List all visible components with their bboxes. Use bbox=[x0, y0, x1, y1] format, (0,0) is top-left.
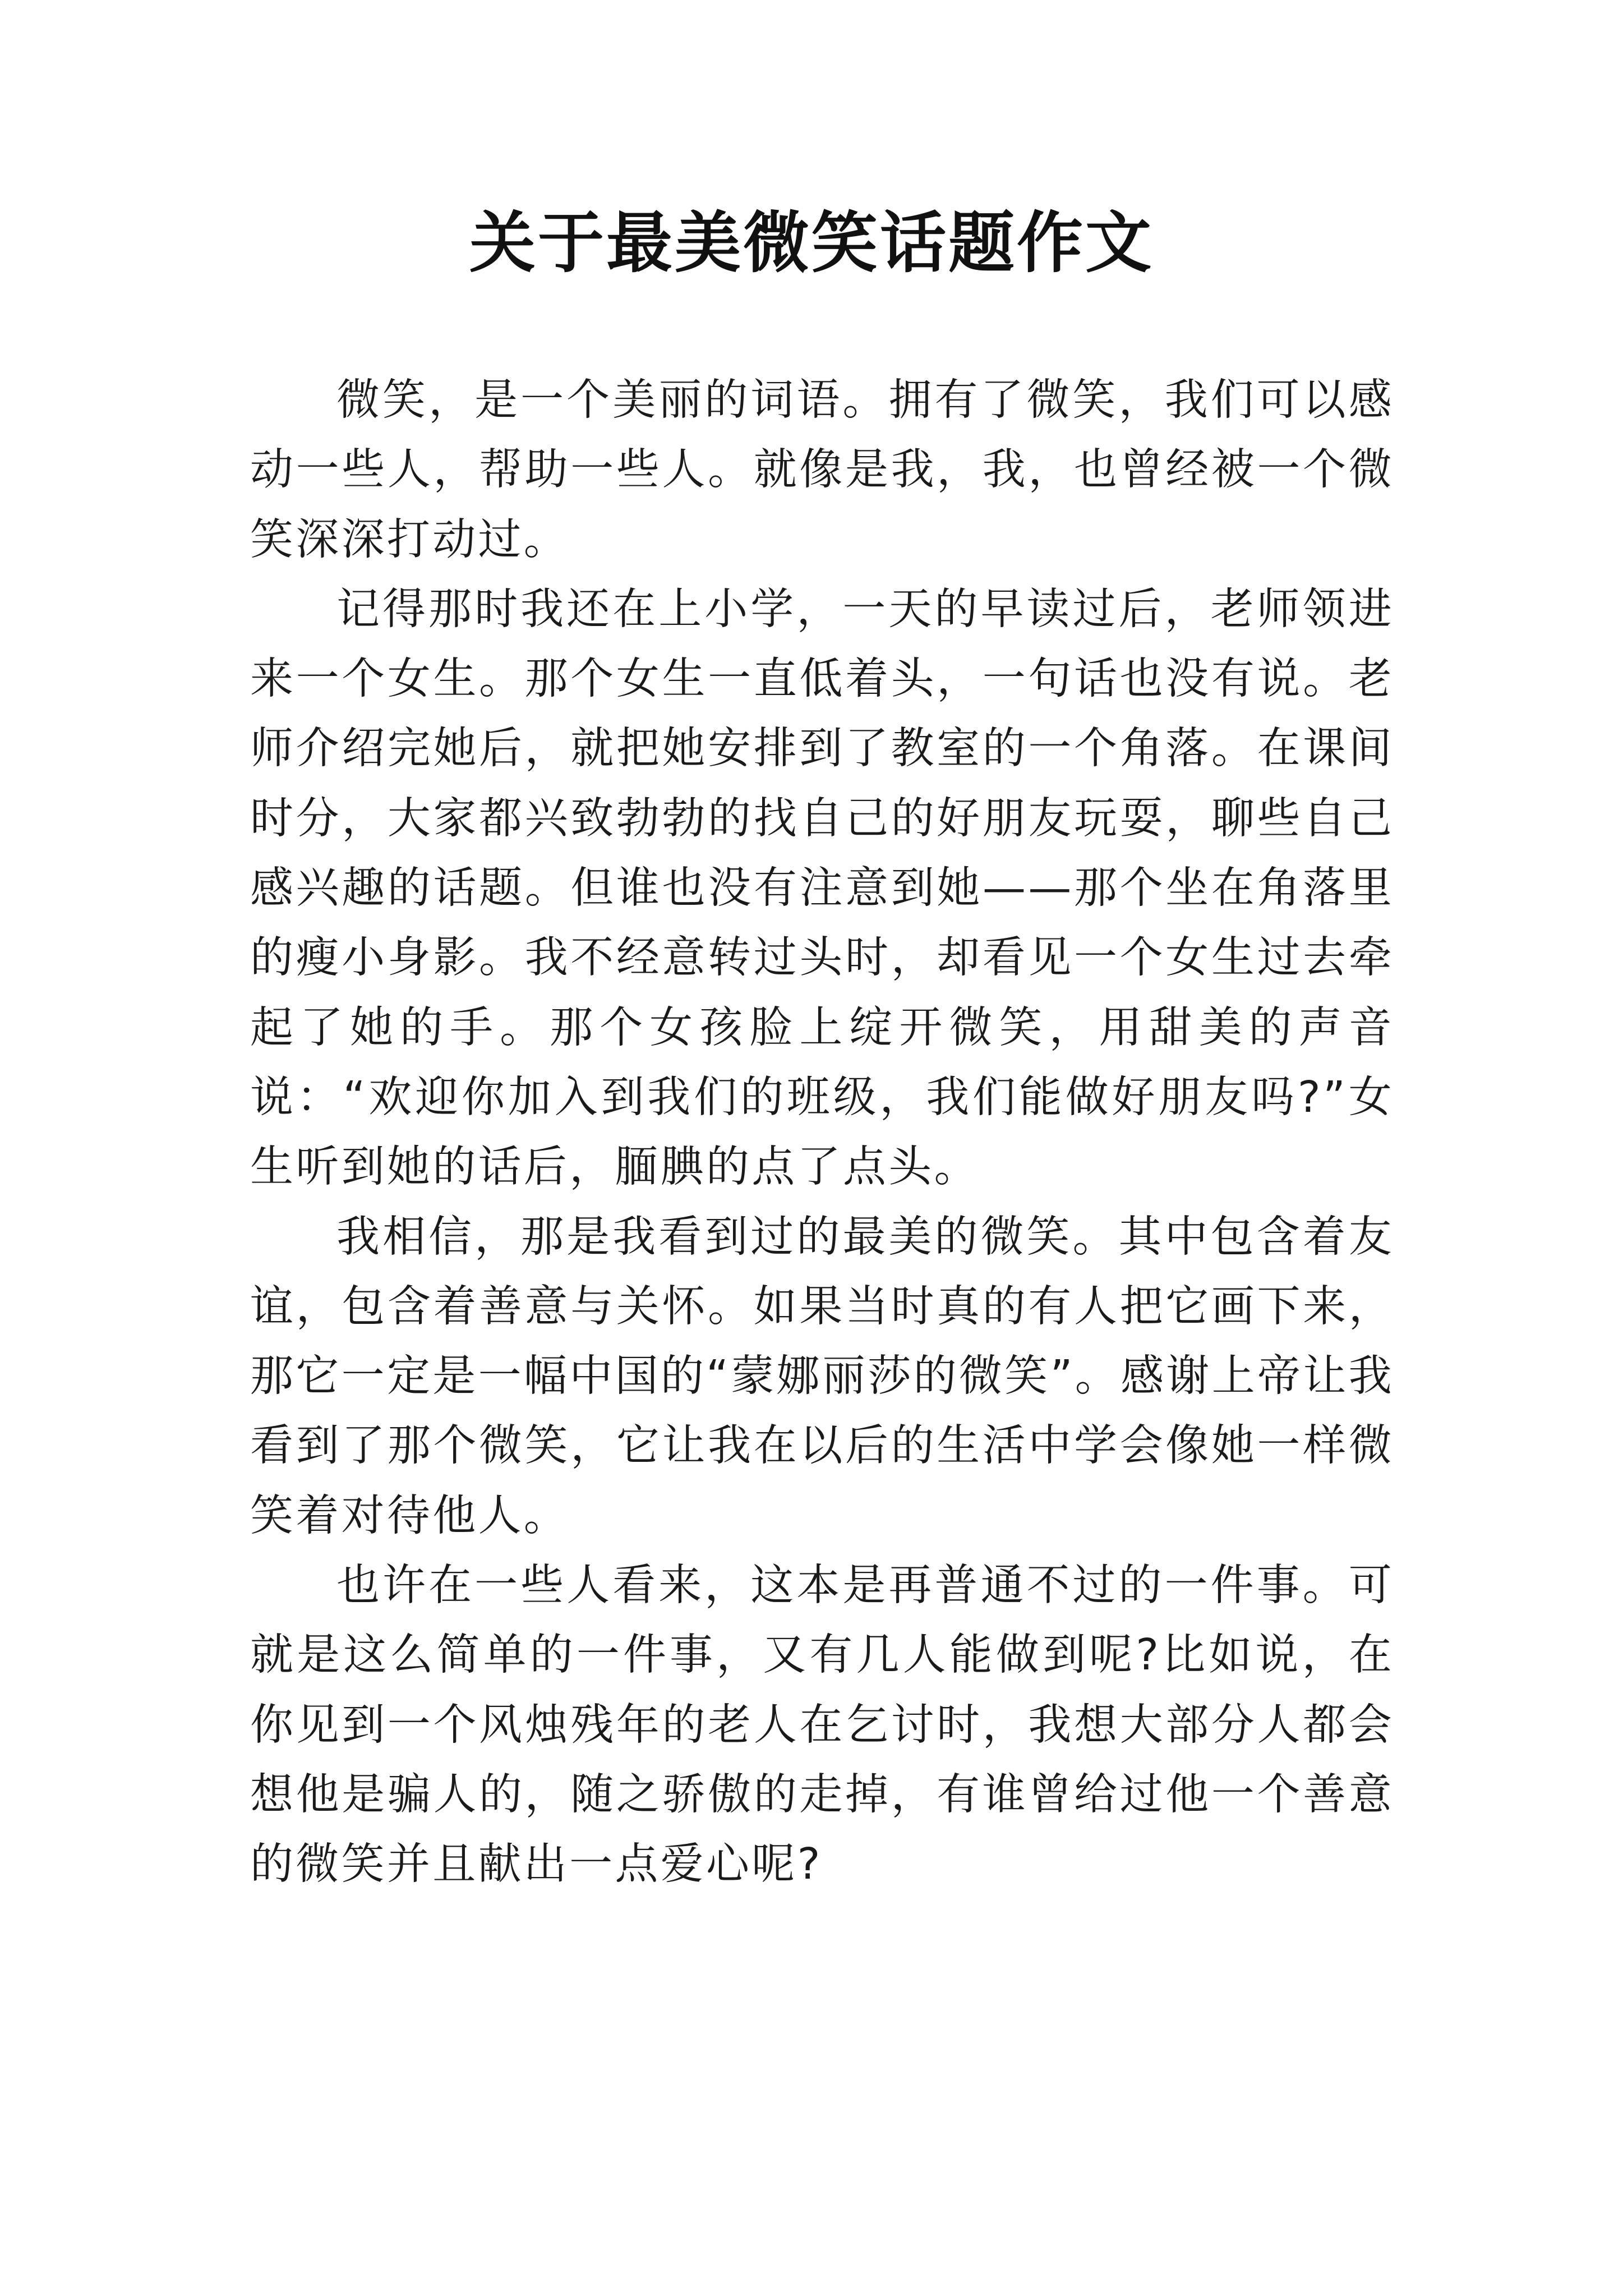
document-title: 关于最美微笑话题作文 bbox=[469, 204, 1154, 282]
paragraph-4: 也许在一些人看来，这本是再普通不过的一件事。可就是这么简单的一件事，又有几人能做到呢?比如说，在你见到一个风烛残年的老人在乞讨时，我想大部分人都会想他是骗人的，随之骄傲的走掉，有谁曾给过他一个善意的微笑并且献出一点爱心呢? bbox=[250, 1561, 1394, 1890]
paragraph-1: 微笑，是一个美丽的词语。拥有了微笑，我们可以感动一些人，帮助一些人。就像是我，我，也曾经被一个微笑深深打动过。 bbox=[250, 375, 1394, 565]
paragraph-3: 我相信，那是我看到过的最美的微笑。其中包含着友谊，包含着善意与关怀。如果当时真的有人把它画下来，那它一定是一幅中国的“蒙娜丽莎的微笑”。感谢上帝让我看到了那个微笑，它让我在以后的生活中学会像她一样微笑着对待他人。 bbox=[250, 1212, 1394, 1541]
paragraph-2: 记得那时我还在上小学，一天的早读过后，老师领进来一个女生。那个女生一直低着头，一句话也没有说。老师介绍完她后，就把她安排到了教室的一个角落。在课间时分，大家都兴致勃勃的找自己的好朋友玩耍，聊些自己感兴趣的话题。但谁也没有注意到她——那个坐在角落里的瘦小身影。我不经意转过头时，却看见一个女生过去牵起了她的手。那个女孩脸上绽开微笑，用甜美的声音说：“欢迎你加入到我们的班级，我们能做好朋友吗?”女生听到她的话后，腼腆的点了点头。 bbox=[250, 584, 1394, 1193]
document-body bbox=[250, 366, 1394, 1900]
